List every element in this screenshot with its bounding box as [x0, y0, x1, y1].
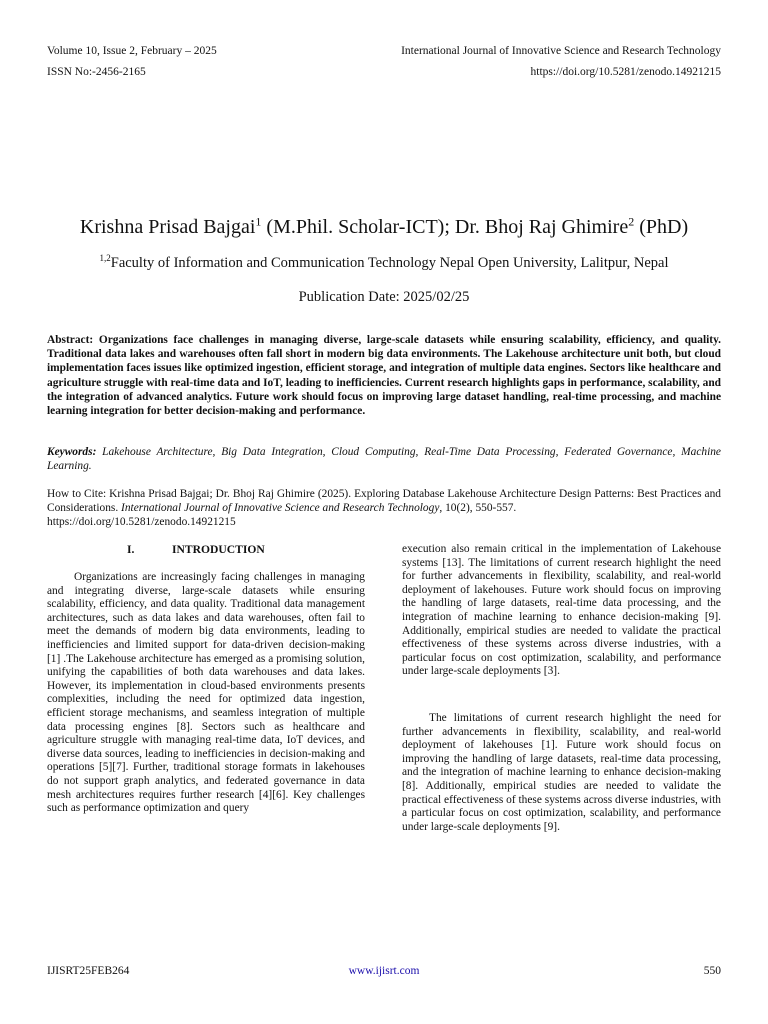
section-title: INTRODUCTION	[172, 543, 265, 556]
author-2-superscript: 2	[628, 214, 635, 229]
citation-prefix: How to Cite: Krishna Prisad Bajgai; Dr. Bhoj Raj Ghimire (2025). Exploring Database Lakehouse Architecture Design Patterns: Best Practices and Considerations.	[47, 488, 721, 515]
author-1-name: Krishna Prisad Bajgai	[79, 216, 256, 238]
citation	[47, 487, 721, 530]
citation-doi-link[interactable]: https://doi.org/10.5281/zenodo.14921215	[47, 516, 236, 529]
keywords	[47, 445, 724, 473]
abstract: Abstract: Organizations face challenges in managing diverse, large-scale datasets while ensuring scalability, efficiency, and quality. Traditional data lakes and warehouses often fall short in modern big data environments. The Lakehouse architecture unit both, but cloud implementation faces issues like optimized ingestion, efficient storage, and integration of multiple data engines. Sectors like healthcare and agriculture struggle with real-time data and IoT, leading to inefficiencies. Current research highlights gaps in performance, scalability, and the integration of advanced analytics. Future work should focus on improving large dataset handling, real-time processing, and machine learning integration for better decision-making and performance.	[47, 334, 721, 418]
affiliation-text: Faculty of Information and Communication Technology Nepal Open University, Lalitpur, Nepal	[110, 255, 669, 271]
author-1-role: (M.Phil. Scholar-ICT);	[261, 216, 455, 238]
doi-link[interactable]: https://doi.org/10.5281/zenodo.14921215	[530, 66, 721, 78]
keywords-label: Keywords:	[47, 446, 97, 458]
author-1-superscript: 1	[255, 214, 262, 229]
affiliation-superscript: 1,2	[99, 253, 111, 264]
author-2-role: (PhD)	[634, 216, 689, 238]
journal-name: International Journal of Innovative Science and Research Technology	[401, 45, 721, 57]
affiliation	[0, 254, 768, 272]
right-column-continuation	[402, 543, 721, 679]
website-link[interactable]: www.ijisrt.com	[348, 965, 420, 977]
keywords-text: Lakehouse Architecture, Big Data Integration, Cloud Computing, Real-Time Data Processing, Federated Governance, Machine Learning.	[47, 446, 724, 473]
left-column	[47, 571, 365, 816]
issn: ISSN No:-2456-2165	[47, 66, 146, 78]
intro-paragraph-2: The limitations of current research highlight the need for further advancements in flexibility, scalability, and real-world deployment of lakehouses [1]. Future work should focus on improving the handling of large datasets, real-time data processing, and the integration of machine learning to enhance decision-making [8]. Additionally, empirical studies are needed to validate the practical effectiveness of these systems across diverse industries, with a particular focus on cost optimization, scalability, and performance under large-scale deployments [9].	[402, 712, 721, 833]
intro-paragraph-1: Organizations are increasingly facing challenges in managing and integrating diverse, large-scale datasets while ensuring scalability, efficiency, and data quality. Traditional data management architectures, such as data lakes and data warehouses, often fail to meet the demands of modern big data environments, leading to inefficiencies and limited support for data-driven decision-making [1] .The Lakehouse architecture has emerged as a promising solution, unifying the capabilities of both data warehouses and data lakes. However, its implementation in cloud-based environments presents complexities, including the need for optimized data ingestion, efficient storage mechanisms, and seamless integration of multiple data processing engines [8]. Sectors such as healthcare and agriculture struggle with managing real-time data, IoT devices, and diverse data sources, leading to inefficiencies in decision-making and operations [5][7]. Further, traditional storage formats in lakehouses do not support graph analytics, and federated governance in data mesh architectures requires further research [4][6]. Key challenges such as performance optimization and query	[47, 571, 365, 815]
paper-authors-title	[0, 214, 768, 240]
volume-issue: Volume 10, Issue 2, February – 2025	[47, 45, 217, 57]
section-number: I.	[127, 543, 135, 556]
page-number: 550	[703, 965, 721, 977]
intro-paragraph-continuation: execution also remain critical in the implementation of Lakehouse systems [13]. The limitations of current research highlight the need for further advancements in flexibility, scalability, and real-world deployment of lakehouses. Future work should focus on improving the handling of large datasets, real-time data processing, and the integration of machine learning to enhance decision-making [9]. Additionally, empirical studies are needed to validate the practical effectiveness of these systems across diverse industries, with a particular focus on cost optimization, scalability, and performance under large-scale deployments [3].	[402, 543, 721, 678]
citation-journal: International Journal of Innovative Science and Research Technology	[121, 502, 440, 515]
citation-suffix: , 10(2), 550-557.	[439, 502, 517, 515]
right-column-paragraph	[402, 712, 721, 834]
author-2-name: Dr. Bhoj Raj Ghimire	[454, 216, 629, 238]
publication-date: Publication Date: 2025/02/25	[298, 289, 470, 305]
paper-id: IJISRT25FEB264	[47, 965, 130, 977]
